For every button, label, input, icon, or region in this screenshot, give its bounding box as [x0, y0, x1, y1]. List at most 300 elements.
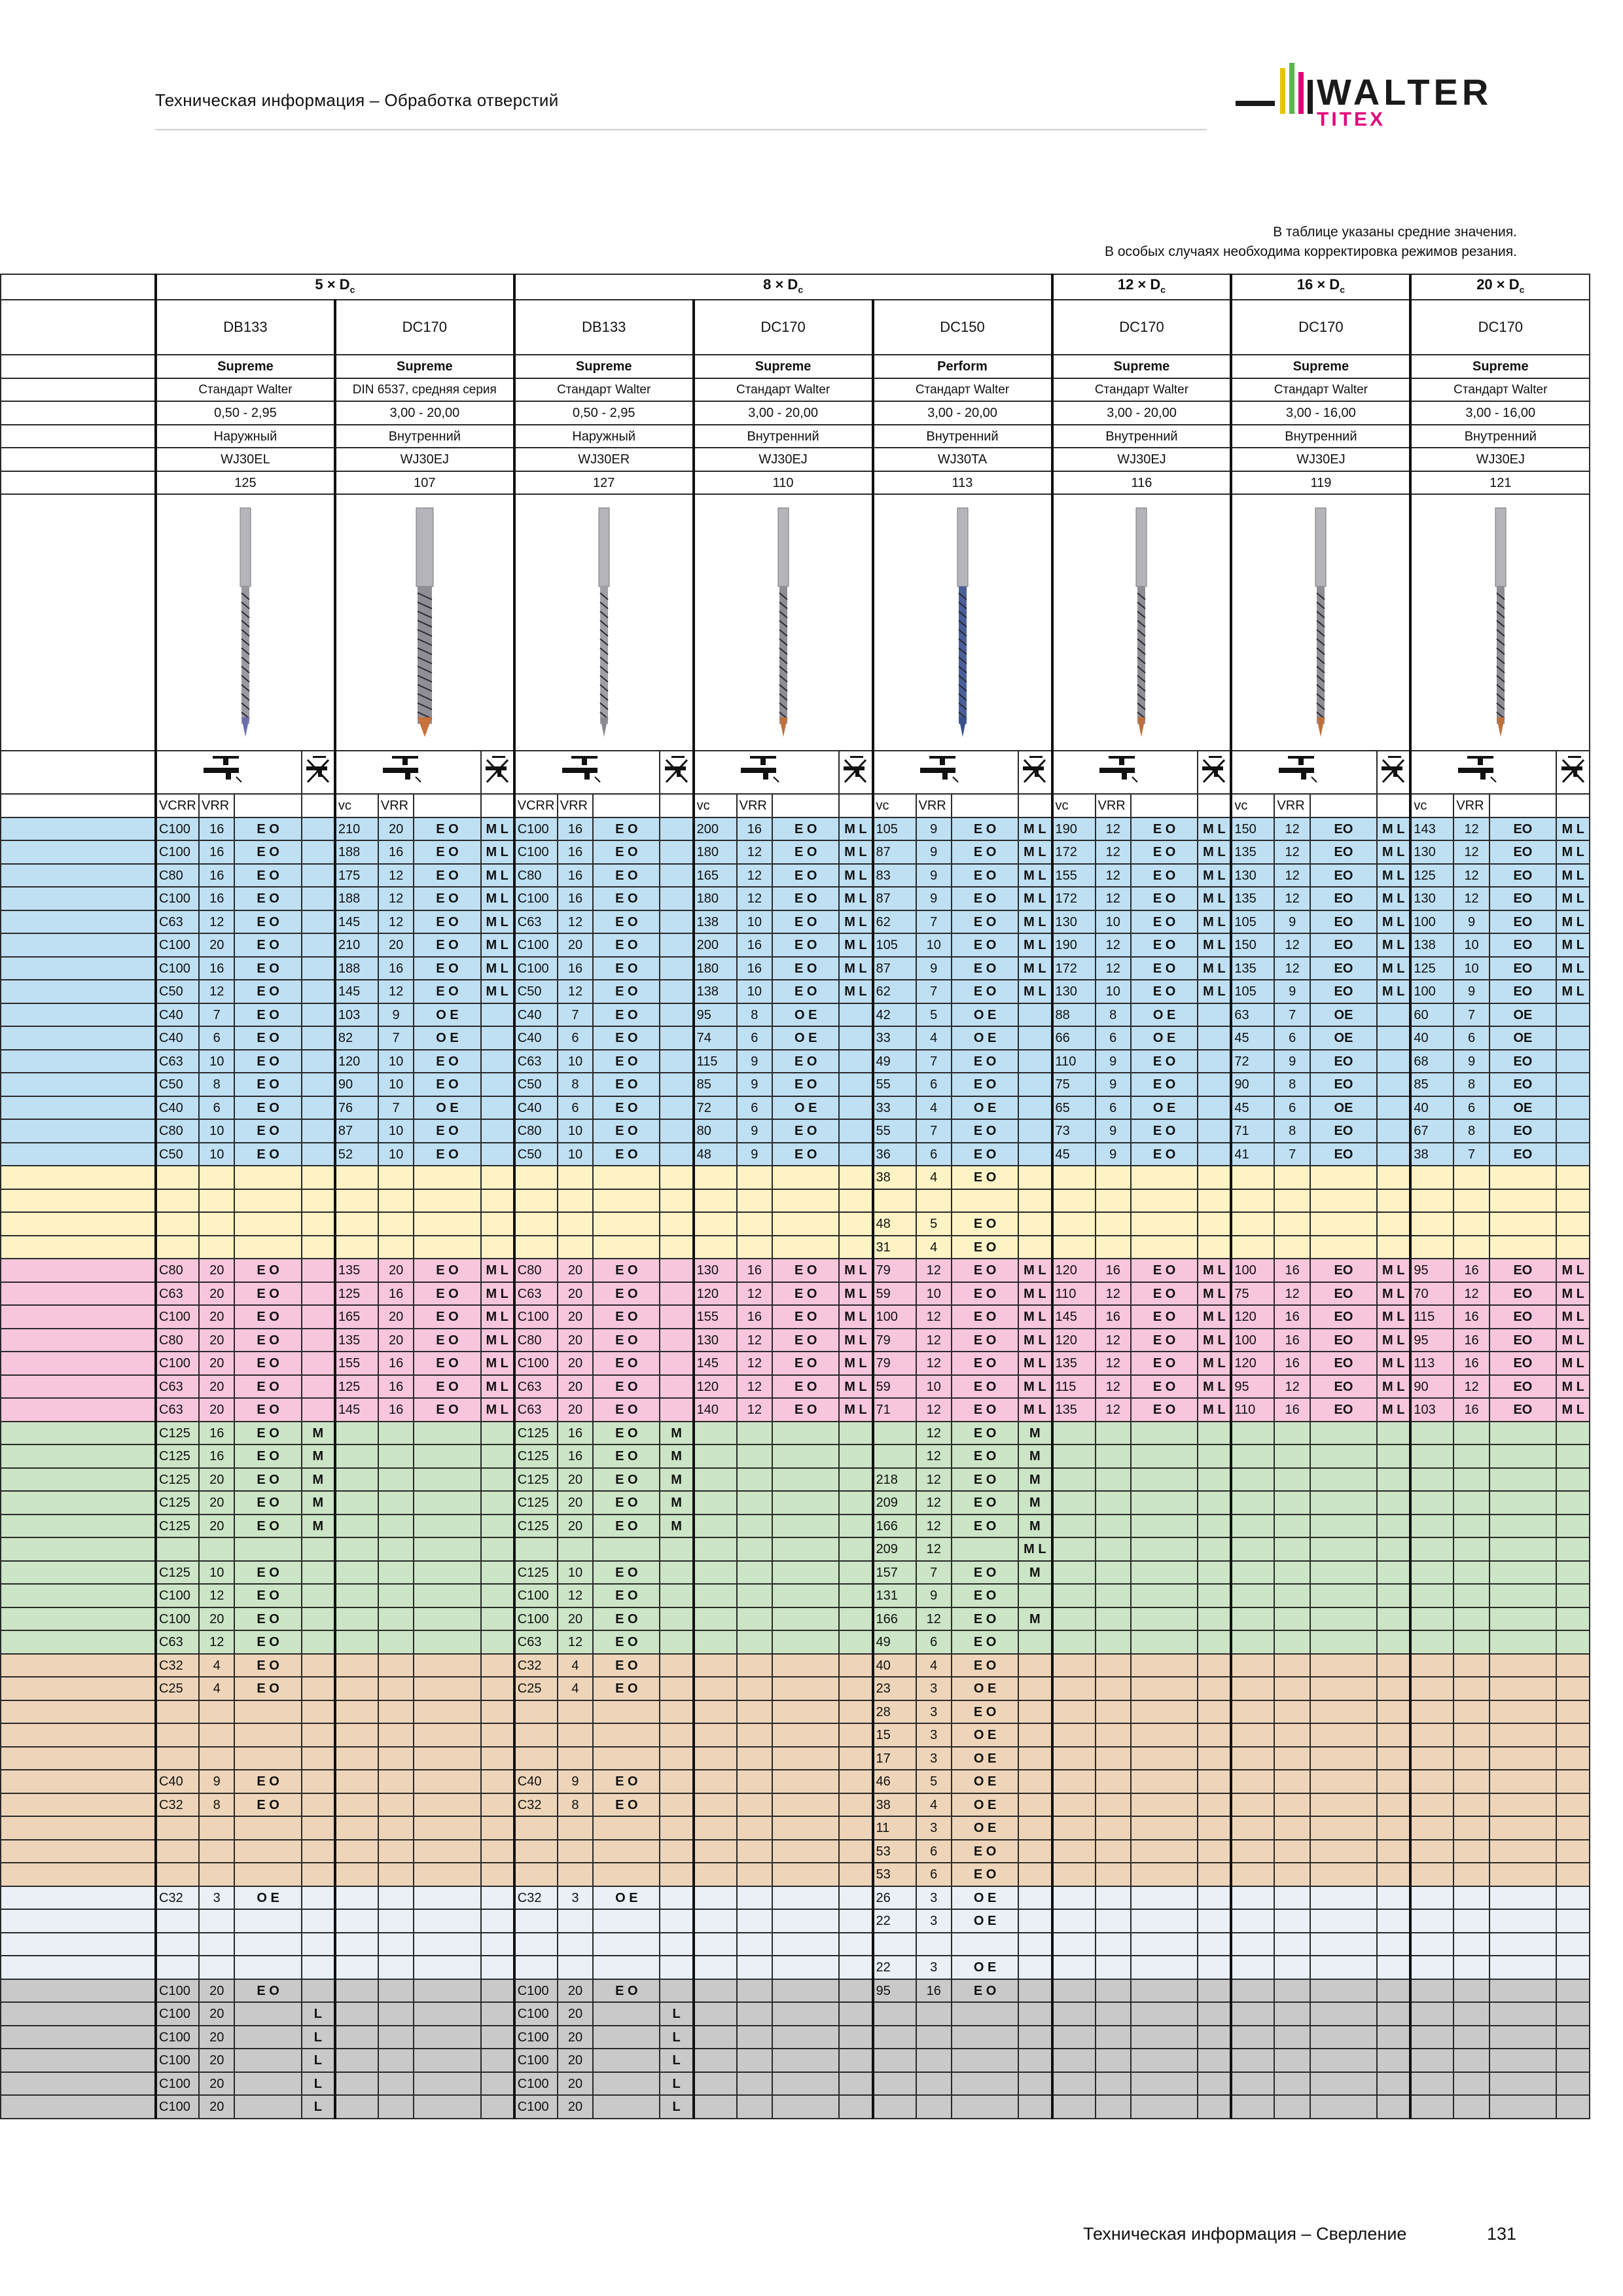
row-label-cell — [1, 1747, 156, 1770]
cell-speed — [1052, 1816, 1096, 1840]
cell-application — [414, 1515, 480, 1538]
cell-speed: 52 — [335, 1143, 378, 1166]
cell-speed — [1231, 1700, 1274, 1724]
cell-speed — [1052, 2002, 1096, 2026]
cell-coolant — [1556, 1840, 1590, 1863]
row-label-cell — [1, 2002, 156, 2026]
cell-feed — [1096, 1468, 1131, 1492]
cell-feed: 12 — [199, 1584, 234, 1607]
tool-standard-row — [1, 378, 1590, 402]
cell-speed — [1231, 1491, 1274, 1515]
cell-coolant — [1018, 1073, 1052, 1096]
cell-feed: 20 — [199, 2049, 234, 2072]
cell-application: E O — [772, 957, 839, 980]
cell-feed — [378, 1793, 414, 1817]
table-row — [1, 1515, 1590, 1538]
param-empty — [839, 794, 872, 817]
cell-feed: 10 — [1454, 933, 1489, 957]
cell-speed: 49 — [873, 1050, 916, 1073]
cell-feed: 7 — [558, 1003, 593, 1027]
cell-application: E O — [234, 1305, 301, 1329]
cell-feed: 16 — [1454, 1259, 1489, 1282]
cell-application — [952, 2002, 1018, 2026]
cell-speed: C125 — [156, 1468, 199, 1492]
cell-speed: C125 — [514, 1468, 558, 1492]
cell-coolant — [1198, 1863, 1231, 1886]
table-row — [1, 1073, 1590, 1096]
cell-application: E O — [234, 1630, 301, 1654]
cell-application — [1310, 1793, 1377, 1817]
cell-speed — [1231, 1886, 1274, 1910]
cell-feed: 16 — [1454, 1329, 1489, 1352]
cell-coolant — [302, 1607, 335, 1631]
cell-coolant — [1198, 1236, 1231, 1259]
cell-feed: 16 — [737, 957, 772, 980]
row-label-cell — [1, 1793, 156, 1817]
cell-speed — [335, 1189, 378, 1213]
cell-speed: 135 — [335, 1259, 378, 1282]
cell-application: E O — [952, 1050, 1018, 1073]
cell-application: E O — [234, 1003, 301, 1027]
cell-feed: 20 — [199, 1491, 234, 1515]
table-row — [1, 1723, 1590, 1747]
cell-speed — [335, 1933, 378, 1956]
cell-feed — [558, 1816, 593, 1840]
cell-coolant — [302, 1700, 335, 1724]
cell-coolant — [1556, 2072, 1590, 2096]
cell-feed — [378, 1886, 414, 1910]
cell-coolant: M L — [1198, 840, 1231, 864]
row-label-cell — [1, 794, 156, 817]
row-label-cell — [1, 1352, 156, 1375]
cell-coolant — [839, 1909, 872, 1933]
cell-speed: C100 — [156, 1584, 199, 1607]
cell-feed: 20 — [378, 817, 414, 841]
cell-coolant — [302, 1537, 335, 1561]
cell-feed — [1274, 1723, 1310, 1747]
coolant-icon-row — [1, 751, 1590, 794]
cell-feed — [1274, 2072, 1310, 2096]
cell-speed — [335, 2049, 378, 2072]
cell-application: E O — [952, 1654, 1018, 1677]
cell-feed — [1096, 1700, 1131, 1724]
cell-coolant — [302, 1143, 335, 1166]
cell-speed: 38 — [1410, 1143, 1454, 1166]
depth-label: 12 × D — [1117, 276, 1161, 293]
cell-feed: 10 — [558, 1119, 593, 1143]
cell-feed: 12 — [1274, 957, 1310, 980]
cell-speed — [1410, 1700, 1454, 1724]
cell-feed: 6 — [916, 1143, 952, 1166]
cell-speed: C80 — [514, 1329, 558, 1352]
cell-feed — [916, 1933, 952, 1956]
cell-feed: 9 — [737, 1119, 772, 1143]
cell-application — [1310, 1515, 1377, 1538]
cell-coolant — [839, 1143, 872, 1166]
cell-coolant — [1018, 1212, 1052, 1236]
cell-coolant — [302, 1979, 335, 2003]
cell-application — [1310, 1770, 1377, 1793]
cell-application: E O — [952, 1166, 1018, 1189]
drill-icon — [1488, 501, 1514, 744]
cell-speed — [1052, 1422, 1096, 1445]
cell-application: E O — [952, 1305, 1018, 1329]
cell-application: E O — [593, 1468, 660, 1492]
cell-application: O E — [593, 1886, 660, 1910]
cell-feed: 20 — [558, 1282, 593, 1306]
cell-feed: 9 — [916, 957, 952, 980]
cell-coolant: M L — [481, 933, 514, 957]
cell-application: EO — [1310, 887, 1377, 910]
cell-coolant — [839, 1840, 872, 1863]
cell-coolant — [1556, 1003, 1590, 1027]
cell-feed: 16 — [199, 957, 234, 980]
table-row — [1, 910, 1590, 934]
cell-coolant — [302, 1677, 335, 1700]
cell-application: O E — [952, 1793, 1018, 1817]
cell-speed — [1052, 1236, 1096, 1259]
cell-application: EO — [1310, 1119, 1377, 1143]
cell-coolant — [1198, 1677, 1231, 1700]
cell-speed: 95 — [873, 1979, 916, 2003]
cell-application: E O — [952, 933, 1018, 957]
cell-application: O E — [1131, 1096, 1198, 1120]
cell-coolant: M L — [1556, 1282, 1590, 1306]
cell-feed: 12 — [1096, 1282, 1131, 1306]
cell-speed — [694, 1677, 737, 1700]
cell-coolant: M L — [1018, 1282, 1052, 1306]
cell-application — [772, 1561, 839, 1585]
cell-coolant: M L — [1018, 1259, 1052, 1282]
cell-application: O E — [952, 1816, 1018, 1840]
cell-speed: C100 — [156, 2002, 199, 2026]
cell-feed: 6 — [737, 1026, 772, 1050]
cell-coolant: M L — [1377, 1259, 1410, 1282]
table-row — [1, 2049, 1590, 2072]
cell-speed — [1410, 1561, 1454, 1585]
row-label-cell — [1, 2049, 156, 2072]
cell-coolant — [1198, 1723, 1231, 1747]
cell-application — [414, 1444, 480, 1468]
cell-application: E O — [234, 1677, 301, 1700]
cell-speed — [1231, 2072, 1274, 2096]
cell-feed: 20 — [199, 1468, 234, 1492]
table-row — [1, 1444, 1590, 1468]
cell-feed: 12 — [1274, 887, 1310, 910]
cell-application — [1310, 1189, 1377, 1213]
cell-speed: 138 — [694, 910, 737, 934]
cell-application — [772, 1654, 839, 1677]
param-cutting-speed: vc — [1231, 794, 1274, 817]
cell-speed — [694, 1491, 737, 1515]
cell-application: E O — [593, 1584, 660, 1607]
tool-cooling: Внутренний — [873, 425, 1052, 448]
cell-feed: 12 — [1096, 933, 1131, 957]
cell-feed: 12 — [737, 1352, 772, 1375]
cell-application — [234, 1956, 301, 1979]
table-row — [1, 1607, 1590, 1631]
cell-application: EO — [1489, 1259, 1556, 1282]
cell-application — [414, 1189, 480, 1213]
cell-speed — [1231, 1166, 1274, 1189]
cell-application: E O — [952, 1491, 1018, 1515]
cell-speed — [694, 2049, 737, 2072]
dry-icon-cell — [481, 751, 514, 794]
tool-image-row — [1, 494, 1590, 751]
cell-feed: 12 — [1096, 817, 1131, 841]
cell-speed: 90 — [1410, 1375, 1454, 1399]
cell-application — [1131, 2002, 1198, 2026]
cell-speed — [335, 1584, 378, 1607]
cell-application: EO — [1310, 1305, 1377, 1329]
cell-application — [414, 1491, 480, 1515]
param-feed: VRR — [558, 794, 593, 817]
cell-application: E O — [593, 933, 660, 957]
cell-feed — [1274, 1770, 1310, 1793]
cell-speed: 85 — [694, 1073, 737, 1096]
table-row — [1, 1422, 1590, 1445]
cell-application — [1310, 1909, 1377, 1933]
table-row — [1, 1398, 1590, 1422]
cell-application — [1131, 1863, 1198, 1886]
cell-feed — [1454, 1630, 1489, 1654]
cell-feed — [1454, 1212, 1489, 1236]
cell-application: O E — [952, 1747, 1018, 1770]
cell-application — [414, 1909, 480, 1933]
cell-feed — [378, 1863, 414, 1886]
cell-speed: C40 — [514, 1770, 558, 1793]
cell-speed: 105 — [1231, 910, 1274, 934]
cell-feed: 12 — [737, 887, 772, 910]
cell-application — [1489, 1630, 1556, 1654]
cell-feed — [558, 1747, 593, 1770]
cell-coolant: M L — [1018, 1537, 1052, 1561]
cell-feed: 9 — [1454, 910, 1489, 934]
tool-grade-row — [1, 355, 1590, 378]
cell-feed: 20 — [199, 1305, 234, 1329]
cell-coolant: M L — [839, 1259, 872, 1282]
cell-application — [772, 2095, 839, 2119]
cell-coolant — [1377, 1584, 1410, 1607]
table-row — [1, 1282, 1590, 1306]
cell-coolant — [1556, 1909, 1590, 1933]
cell-speed: 17 — [873, 1747, 916, 1770]
tool-image-cell — [1231, 494, 1410, 751]
cell-coolant — [1018, 1747, 1052, 1770]
cell-application — [1131, 2072, 1198, 2096]
cell-coolant — [1556, 1026, 1590, 1050]
tool-type-row — [1, 448, 1590, 471]
cell-feed: 10 — [558, 1050, 593, 1073]
cell-feed: 12 — [1096, 1352, 1131, 1375]
cell-application: E O — [234, 864, 301, 888]
logo-word-titex: TITEX — [1317, 109, 1386, 130]
cell-feed: 12 — [1096, 840, 1131, 864]
cell-feed: 9 — [378, 1003, 414, 1027]
tool-page: 121 — [1410, 471, 1590, 495]
cell-application — [772, 2049, 839, 2072]
cell-speed: C63 — [156, 910, 199, 934]
cell-feed: 12 — [199, 1630, 234, 1654]
cell-feed: 3 — [916, 1677, 952, 1700]
cell-feed — [1454, 1584, 1489, 1607]
cell-speed: 38 — [873, 1793, 916, 1817]
cell-feed — [1096, 1956, 1131, 1979]
cell-feed — [378, 1770, 414, 1793]
cell-speed — [514, 1537, 558, 1561]
cell-speed — [1052, 1607, 1096, 1631]
cell-application — [234, 2049, 301, 2072]
table-row — [1, 1816, 1590, 1840]
row-label-cell — [1, 1561, 156, 1585]
cell-coolant — [481, 1654, 514, 1677]
cell-coolant — [660, 887, 693, 910]
cell-coolant: M L — [481, 1282, 514, 1306]
row-label-cell — [1, 910, 156, 934]
cell-speed — [1410, 1770, 1454, 1793]
depth-group-header — [1231, 274, 1410, 300]
cell-speed — [335, 1886, 378, 1910]
cell-coolant: M L — [1556, 1375, 1590, 1399]
param-feed: VRR — [199, 794, 234, 817]
cell-application: E O — [772, 933, 839, 957]
cell-coolant — [481, 2002, 514, 2026]
cell-feed: 12 — [916, 1515, 952, 1538]
cell-application: E O — [772, 1259, 839, 1282]
tool-image-cell — [514, 494, 694, 751]
tool-cooling: Внутренний — [1410, 425, 1590, 448]
cell-feed — [378, 1700, 414, 1724]
cell-coolant — [660, 1212, 693, 1236]
cell-speed — [1052, 1584, 1096, 1607]
cell-speed: 40 — [873, 1654, 916, 1677]
cell-coolant: M L — [1377, 1329, 1410, 1352]
cell-feed: 20 — [558, 1515, 593, 1538]
cell-feed: 20 — [378, 1259, 414, 1282]
cell-coolant — [660, 1189, 693, 1213]
cell-application — [772, 1212, 839, 1236]
cell-speed: 135 — [1231, 887, 1274, 910]
cell-coolant — [1377, 1793, 1410, 1817]
cell-speed: 188 — [335, 840, 378, 864]
cell-speed — [1052, 1677, 1096, 1700]
cell-coolant — [1377, 1561, 1410, 1585]
cell-feed: 9 — [558, 1770, 593, 1793]
cell-speed: 125 — [335, 1282, 378, 1306]
cell-speed: C100 — [514, 887, 558, 910]
cell-application — [1310, 1886, 1377, 1910]
cell-coolant — [1198, 1607, 1231, 1631]
cell-coolant — [1377, 1630, 1410, 1654]
table-row — [1, 1468, 1590, 1492]
cell-coolant — [1198, 2049, 1231, 2072]
cell-speed: 40 — [1410, 1026, 1454, 1050]
cell-application — [952, 1189, 1018, 1213]
cell-speed: 46 — [873, 1770, 916, 1793]
cell-feed: 20 — [199, 1259, 234, 1282]
cell-application: E O — [593, 1259, 660, 1282]
cell-feed — [1096, 1166, 1131, 1189]
cell-speed: C100 — [156, 2072, 199, 2096]
cell-application — [1310, 1491, 1377, 1515]
param-empty — [1489, 794, 1556, 817]
cell-speed: C80 — [156, 1259, 199, 1282]
cell-application: E O — [414, 910, 480, 934]
cell-speed: 95 — [1410, 1329, 1454, 1352]
cell-application — [1489, 1933, 1556, 1956]
cell-coolant: M L — [1198, 887, 1231, 910]
cell-coolant — [481, 2049, 514, 2072]
cell-feed — [199, 1933, 234, 1956]
cell-speed: 79 — [873, 1329, 916, 1352]
cell-feed: 16 — [199, 840, 234, 864]
cell-application: E O — [772, 1329, 839, 1352]
cell-coolant — [481, 2072, 514, 2096]
cell-application: E O — [952, 910, 1018, 934]
cell-coolant: M L — [839, 1305, 872, 1329]
cell-speed — [1410, 1886, 1454, 1910]
cell-coolant — [660, 1259, 693, 1282]
cell-application: E O — [414, 1119, 480, 1143]
cell-speed: C40 — [156, 1770, 199, 1793]
cell-coolant: M L — [839, 1282, 872, 1306]
cell-speed — [1410, 1444, 1454, 1468]
cell-coolant: L — [660, 2026, 693, 2049]
row-label-cell — [1, 1607, 156, 1631]
cell-coolant — [302, 957, 335, 980]
cell-coolant: M — [1018, 1468, 1052, 1492]
cell-speed: 125 — [1410, 957, 1454, 980]
cell-coolant — [1198, 2026, 1231, 2049]
cell-speed — [514, 1166, 558, 1189]
cell-speed: 135 — [1231, 840, 1274, 864]
cell-coolant — [660, 1677, 693, 1700]
cell-speed: 103 — [335, 1003, 378, 1027]
cell-coolant — [481, 1584, 514, 1607]
cell-application — [772, 1677, 839, 1700]
tool-page: 125 — [156, 471, 335, 495]
table-row — [1, 1561, 1590, 1585]
cell-application — [1131, 1189, 1198, 1213]
depth-subscript: c — [1160, 284, 1166, 295]
tool-range-row — [1, 401, 1590, 425]
cell-coolant: M L — [839, 1352, 872, 1375]
cell-coolant — [302, 1212, 335, 1236]
cell-coolant — [839, 2002, 872, 2026]
cell-coolant — [1556, 1515, 1590, 1538]
cell-speed: 72 — [1231, 1050, 1274, 1073]
cell-speed: 55 — [873, 1073, 916, 1096]
cell-coolant: M — [302, 1444, 335, 1468]
cell-speed: 100 — [1410, 910, 1454, 934]
cell-speed — [1410, 2072, 1454, 2096]
cell-feed: 12 — [1454, 1282, 1489, 1306]
cell-feed: 9 — [916, 864, 952, 888]
cell-speed: 33 — [873, 1096, 916, 1120]
cell-speed — [1052, 1468, 1096, 1492]
cell-coolant — [1377, 1840, 1410, 1863]
cell-speed: 218 — [873, 1468, 916, 1492]
cell-speed — [1410, 1515, 1454, 1538]
cell-feed — [1454, 1770, 1489, 1793]
cell-application — [593, 1537, 660, 1561]
cell-coolant — [1556, 2002, 1590, 2026]
cell-feed: 16 — [199, 817, 234, 841]
cell-speed: 172 — [1052, 957, 1096, 980]
cell-coolant — [839, 1422, 872, 1445]
cell-feed — [1274, 2095, 1310, 2119]
tool-page: 107 — [335, 471, 514, 495]
